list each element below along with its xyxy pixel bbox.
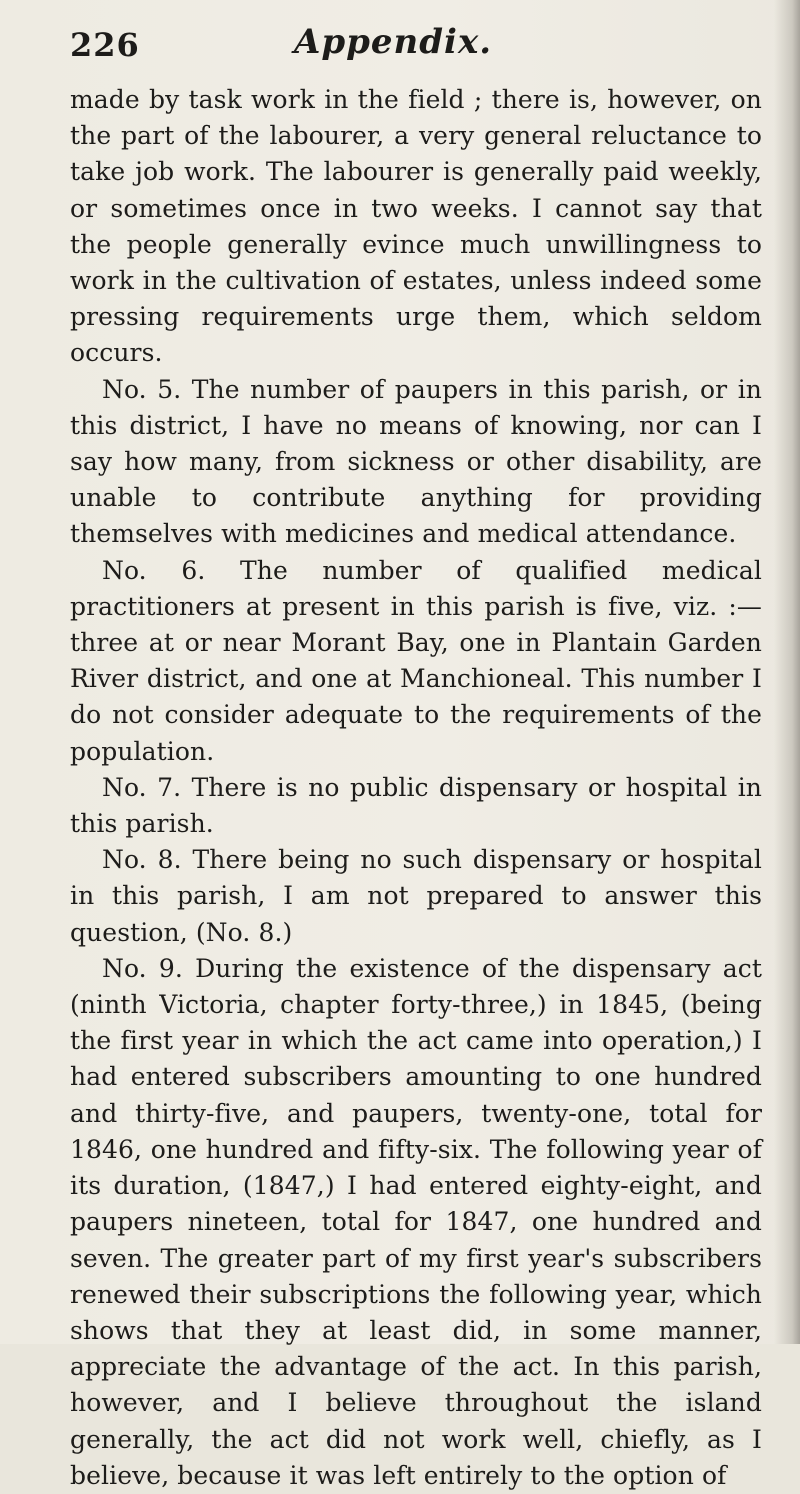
running-title: Appendix. (294, 22, 493, 62)
paragraph-no-6: No. 6. The number of qualified medical practitioners at present in this parish is five, viz. :— three at or near Morant Bay, one in Plantain Garden River district, and one at Manchioneal. This number I do not consider adequate to the requirements of the population. (70, 555, 762, 766)
page-number: 226 (70, 26, 140, 64)
paragraph-no-9: No. 9. During the existence of the dispensary act (ninth Victoria, chapter forty-three,) in 1845, (being the first year in which the act came into operation,) I had entered subscribers amounting to one hundred and thirty-five, and paupers, twenty-one, total for 1846, one hundred and fifty-six. The following year of its duration, (1847,) I had entered eighty-eight, and paupers nineteen, total for 1847, one hundred and seven. The greater part of my first year's subscribers renewed their subscriptions the following year, which shows that they at least did, in some manner, appreciate the advantage of the act. In this parish, however, and I believe throughout the island generally, the act did not work well, chiefly, as I believe, because it was left entirely to the option of (70, 953, 762, 1490)
paragraph-continuation: made by task work in the field ; there is, however, on the part of the labourer, a very general reluctance to take job work. The labourer is generally paid weekly, or sometimes once in two weeks. I cannot say that the people generally evince much unwillingness to work in the cultivation of estates, unless indeed some pressing requirements urge them, which seldom occurs. (70, 85, 762, 368)
page-header (70, 22, 760, 68)
body-text (70, 82, 762, 1494)
paragraph-no-8: No. 8. There being no such dispensary or hospital in this parish, I am not prepared to answer this question, (No. 8.) (70, 845, 762, 947)
paragraph-no-7: No. 7. There is no public dispensary or hospital in this parish. (70, 772, 762, 839)
paragraph-no-5: No. 5. The number of paupers in this parish, or in this district, I have no means of knowing, nor can I say how many, from sickness or other disability, are unable to contribute anything for providing themselves with medicines and medical attendance. (70, 374, 762, 549)
binding-shadow (774, 0, 800, 1344)
